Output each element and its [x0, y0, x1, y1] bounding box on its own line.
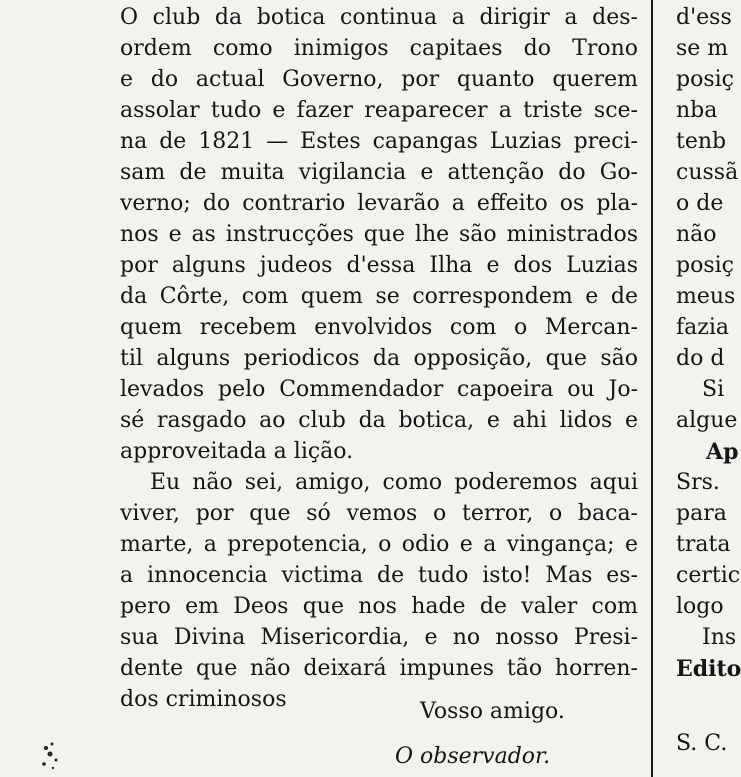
article-line: na de 1821 — Estes capangas Luzias preci- [120, 129, 638, 154]
article-line: quem recebem envolvidos com o Mercan- [120, 315, 638, 340]
article-line: da Côrte, com quem se correspondem e de [120, 284, 638, 309]
article-line: a innocencia victima de tudo isto! Mas es- [120, 563, 638, 588]
article-line: por alguns judeos d'essa Ilha e dos Luzias [120, 253, 638, 278]
article-line: sé rasgado ao club da botica, e ahi lidos e [120, 408, 638, 433]
article-line: sua Divina Misericordia, e no nosso Presi- [120, 625, 638, 650]
adjacent-line: fazia [676, 315, 730, 340]
article-line: dente que não deixará impunes tão horren- [120, 656, 638, 681]
ink-speck-icon [38, 738, 64, 774]
adjacent-line: meus [676, 284, 736, 309]
adjacent-line: o de [676, 191, 724, 216]
article-line: approveitada a lição. [120, 439, 354, 464]
adjacent-line: cussã [676, 160, 739, 185]
article-line: ordem como inimigos capitaes do Trono [120, 36, 638, 61]
adjacent-line: certic [676, 563, 741, 588]
article-line: til alguns periodicos da opposição, que são [120, 346, 638, 371]
adjacent-line: S. C. [676, 731, 728, 756]
adjacent-line: Ins [702, 625, 737, 650]
adjacent-line: d'ess [676, 5, 732, 30]
article-line: pero em Deos que nos hade de valer com [120, 594, 638, 619]
adjacent-line: para [676, 501, 727, 526]
adjacent-line: tenb [676, 129, 727, 154]
adjacent-line: não [676, 222, 717, 247]
article-line: O club da botica continua a dirigir a des- [120, 5, 638, 30]
adjacent-line: posiç [676, 67, 734, 92]
article-line: nos e as instrucções que lhe são ministrados [120, 222, 638, 247]
adjacent-column [676, 2, 741, 777]
article-line: viver, por que só vemos o terror, o baca- [120, 501, 638, 526]
article-line: Eu não sei, amigo, como poderemos aqui [150, 470, 638, 495]
adjacent-line: algue [676, 408, 738, 433]
adjacent-line: do d [676, 346, 725, 371]
article-line: assolar tudo e fazer reaparecer a triste sce- [120, 98, 638, 123]
article-line: marte, a prepotencia, o odio e a vingança; e [120, 532, 638, 557]
adjacent-line: nba [676, 98, 718, 123]
signature: O observador. [395, 744, 551, 769]
article-line: dos criminosos [120, 687, 287, 712]
article-line: levados pelo Commendador capoeira ou Jo- [120, 377, 638, 402]
adjacent-line: Edito [676, 656, 741, 682]
adjacent-line: Ap [706, 439, 739, 465]
adjacent-line: Srs. [676, 470, 720, 495]
adjacent-line: trata [676, 532, 731, 557]
adjacent-line: logo [676, 594, 724, 619]
signoff: Vosso amigo. [420, 699, 565, 724]
article-line: e do actual Governo, por quanto querem [120, 67, 638, 92]
adjacent-line: se m [676, 36, 729, 61]
article-line: sam de muita vigilancia e attenção do Go- [120, 160, 638, 185]
article-column [120, 2, 638, 777]
adjacent-line: posiç [676, 253, 734, 278]
adjacent-line: Si [702, 377, 725, 402]
column-divider [651, 0, 653, 777]
article-line: verno; do contrario levarão a effeito os pla- [120, 191, 638, 216]
